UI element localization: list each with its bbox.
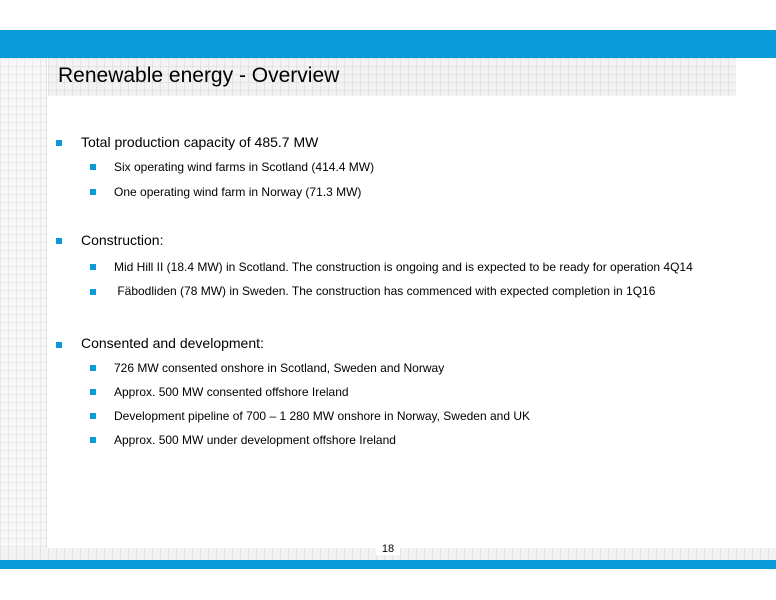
list-item: Development pipeline of 700 – 1 280 MW onshore in Norway, Sweden and UK [114,409,531,423]
item-bullet-icon [90,437,96,443]
page-number: 18 [376,543,400,555]
left-decorative-strip [0,58,47,552]
section-bullet-icon [56,238,62,244]
section-heading-production: Total production capacity of 485.7 MW [81,134,319,150]
item-bullet-icon [90,365,96,371]
list-item: Approx. 500 MW under development offshore Ireland [114,433,396,447]
section-heading-consented: Consented and development: [81,335,264,351]
section-bullet-icon [56,342,62,348]
header-accent-bar [0,30,776,58]
item-bullet-icon [90,264,96,270]
list-item: Six operating wind farms in Scotland (414.4 MW) [114,160,375,174]
item-bullet-icon [90,389,96,395]
item-bullet-icon [90,289,96,295]
list-item: Mid Hill II (18.4 MW) in Scotland. The construction is ongoing and is expected to be ready for operation 4Q14 [114,260,693,274]
list-item: 726 MW consented onshore in Scotland, Sweden and Norway [114,361,445,375]
item-bullet-icon [90,189,96,195]
page-title: Renewable energy - Overview [58,64,340,87]
list-item: One operating wind farm in Norway (71.3 MW) [114,185,362,199]
footer-accent-bar [0,560,776,569]
item-bullet-icon [90,413,96,419]
section-bullet-icon [56,140,62,146]
section-heading-construction: Construction: [81,232,164,248]
item-bullet-icon [90,164,96,170]
list-item: Approx. 500 MW consented offshore Ireland [114,385,349,399]
list-item: Fäbodliden (78 MW) in Sweden. The construction has commenced with expected completion in 1Q16 [114,284,656,298]
